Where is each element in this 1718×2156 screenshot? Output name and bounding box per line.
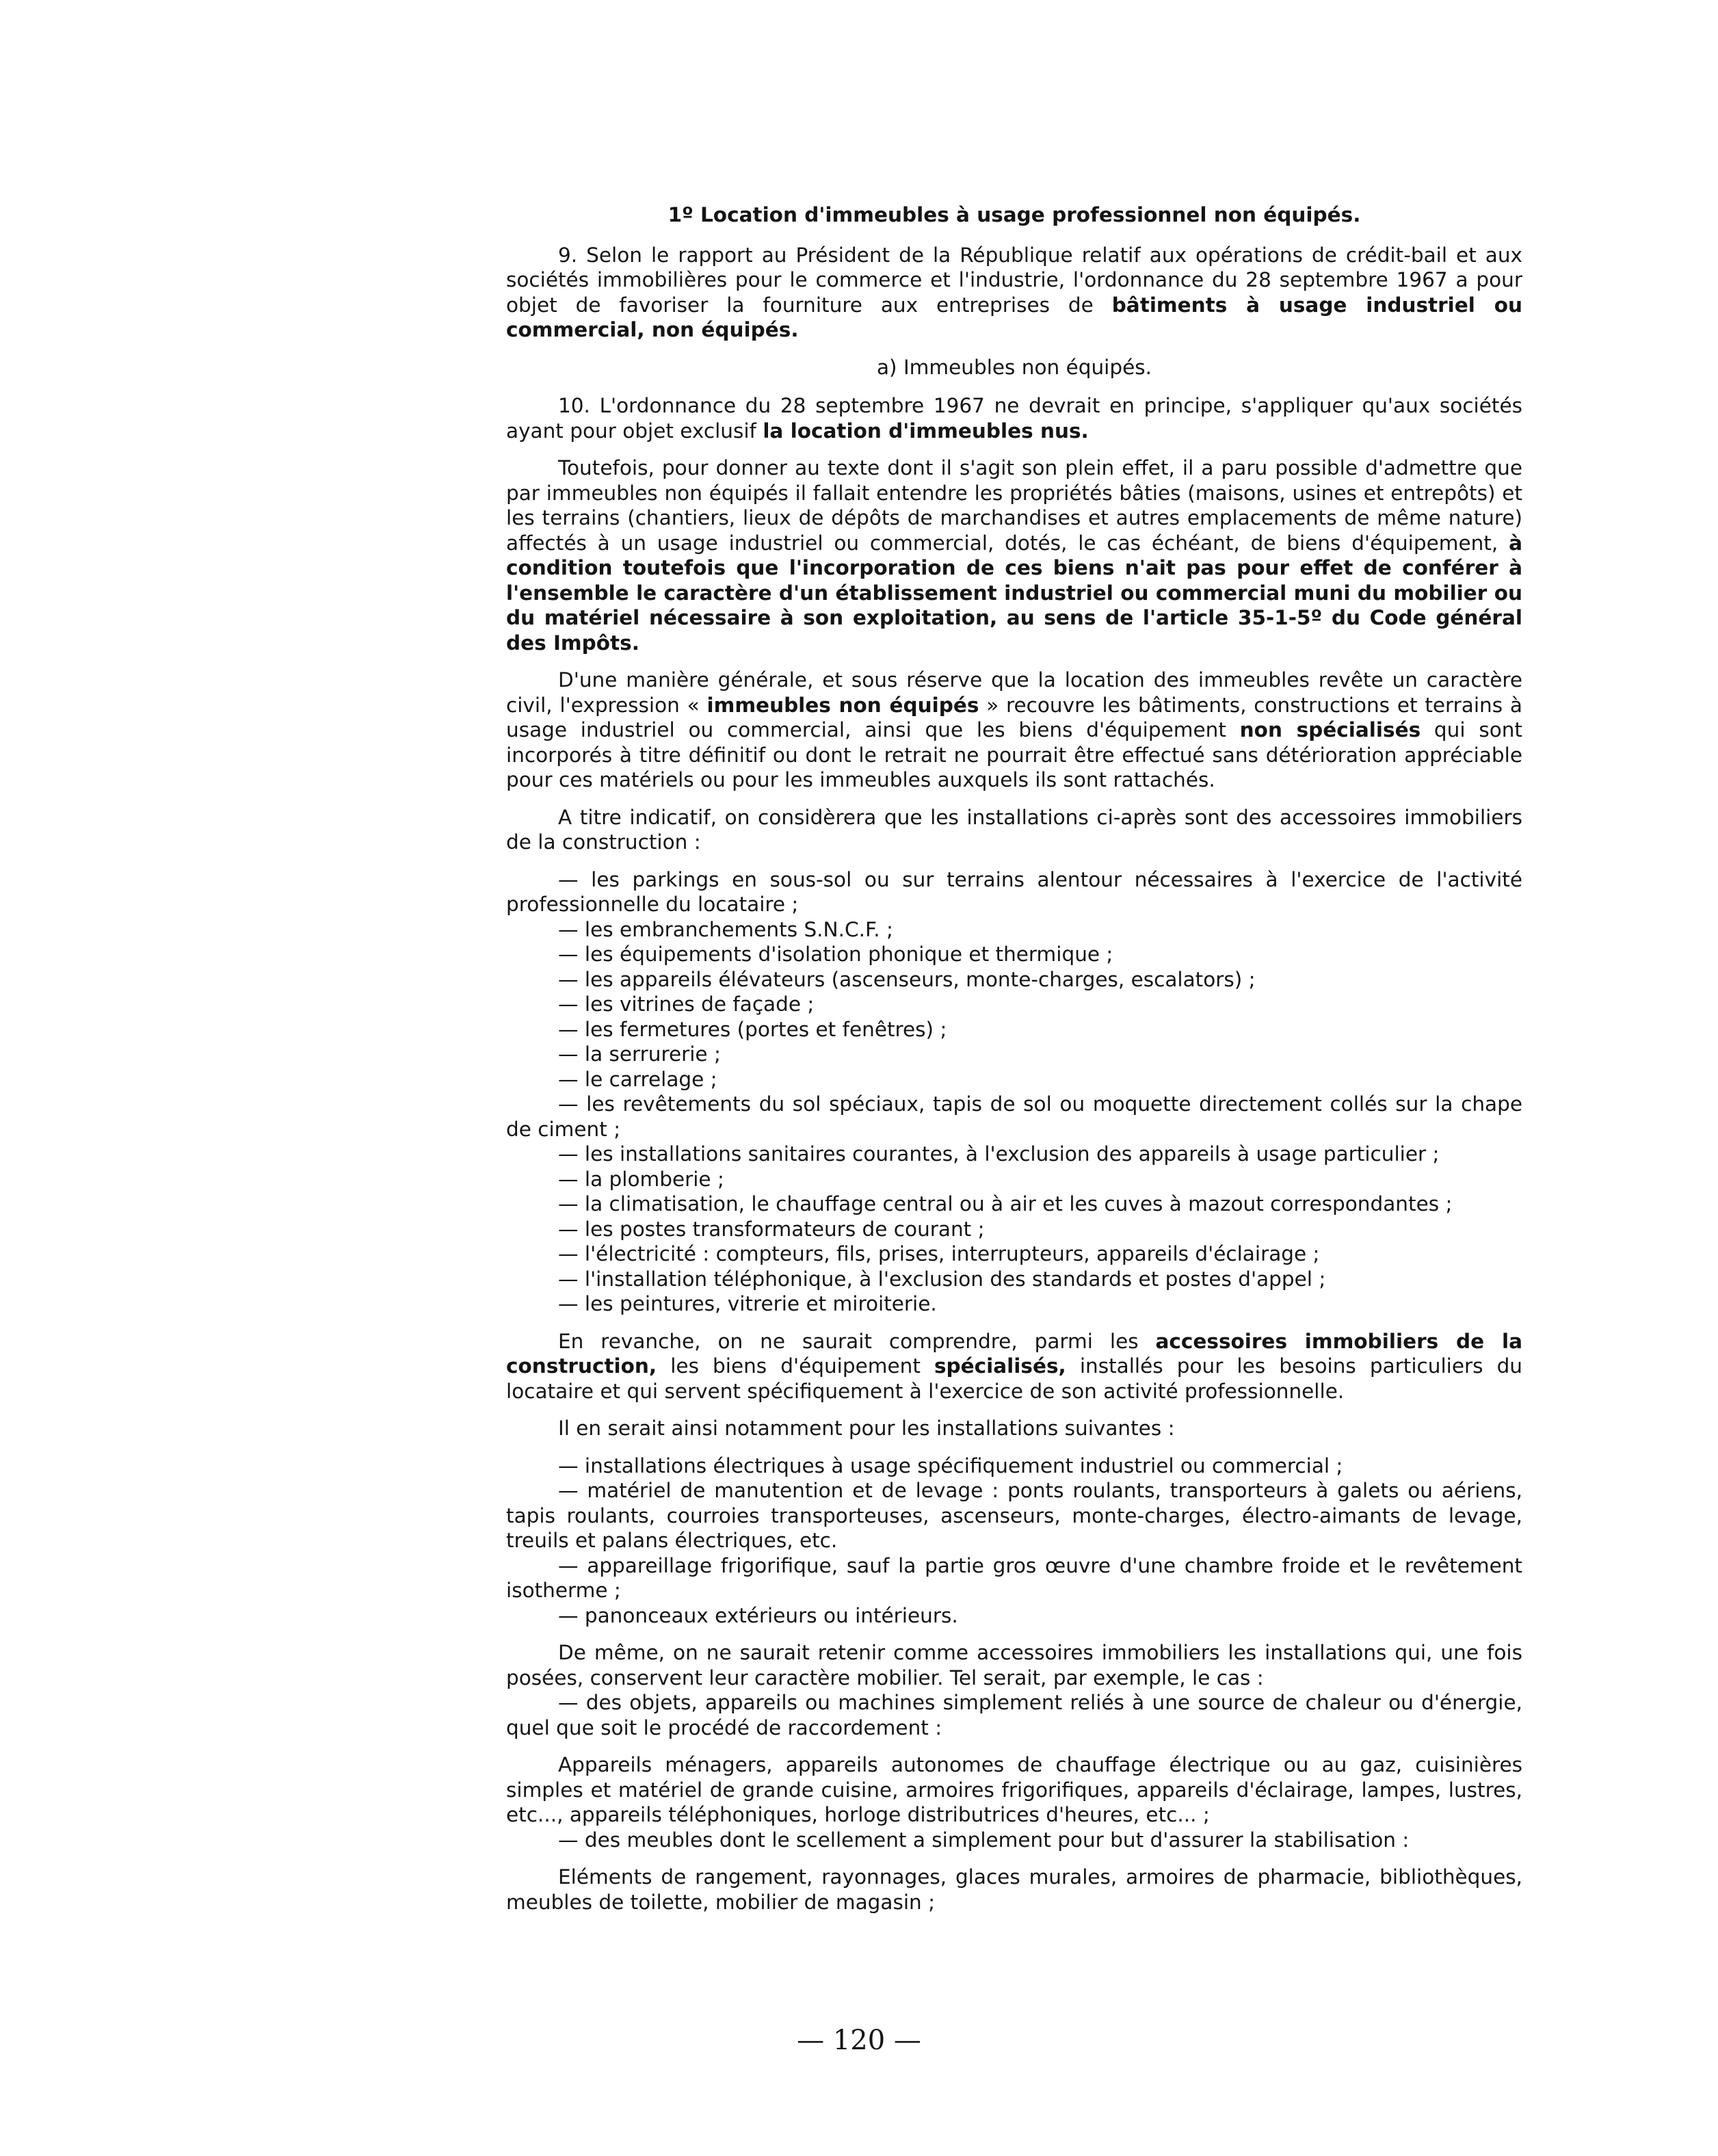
- list-item: — installations électriques à usage spécifiquement industriel ou commercial ;: [558, 1454, 1343, 1477]
- list-item: — les équipements d'isolation phonique et thermique ;: [558, 943, 1113, 966]
- list-item: — les vitrines de façade ;: [558, 992, 815, 1016]
- list-item: — l'électricité : compteurs, fils, prises, interrupteurs, appareils d'éclairage ;: [558, 1242, 1320, 1265]
- paragraph-10: 10. L'ordonnance du 28 septembre 1967 ne devrait en principe, s'appliquer qu'aux sociétés ayant pour objet exclusif la location d'immeubles nus.: [506, 394, 1522, 443]
- paragraph-maniere-generale: D'une manière générale, et sous réserve que la location des immeubles revête un caractère civil, l'expression « immeubles non équipés » recouvre les bâtiments, constructions et terrains à usage industriel ou commercial, ainsi que les biens d'équipement non spécialisés qui sont incorporés à titre définitif ou dont le retrait ne pourrait être effectué sans détérioration appréciable pour ces matériels ou pour les immeubles auxquels ils sont rattachés.: [506, 668, 1523, 791]
- list-item: — le carrelage ;: [558, 1067, 717, 1091]
- installations-list: [506, 1454, 1522, 1629]
- list-item: — les parkings en sous-sol ou sur terrains alentour nécessaires à l'exercice de l'activité professionnelle du locataire ;: [506, 867, 1522, 916]
- paragraph-meme: De même, on ne saurait retenir comme accessoires immobiliers les installations qui, une fois posées, conservent leur caractère mobilier. Tel serait, par exemple, le cas :: [506, 1641, 1522, 1690]
- paragraph-9: 9. Selon le rapport au Président de la République relatif aux opérations de crédit-bail et aux sociétés immobilières pour le commerce et l'industrie, l'ordonnance du 28 septembre 1967 a pour objet de favoriser la fourniture aux entreprises de bâtiments à usage industriel ou commercial, non équipés.: [506, 243, 1522, 341]
- list-item: — des objets, appareils ou machines simplement reliés à une source de chaleur ou d'énergie, quel que soit le procédé de raccordement :: [506, 1691, 1522, 1739]
- list-item: — la serrurerie ;: [558, 1042, 721, 1066]
- list-item: — les installations sanitaires courantes, à l'exclusion des appareils à usage particulier ;: [558, 1142, 1440, 1166]
- list-item: — panonceaux extérieurs ou intérieurs.: [558, 1603, 958, 1627]
- list-item: — les peintures, vitrerie et miroiterie.: [558, 1292, 937, 1315]
- list-item: — des meubles dont le scellement a simplement pour but d'assurer la stabilisation :: [558, 1828, 1410, 1852]
- paragraph-serait: Il en serait ainsi notamment pour les installations suivantes :: [558, 1417, 1175, 1440]
- paragraph-elements: Eléments de rangement, rayonnages, glaces murales, armoires de pharmacie, bibliothèques, meubles de toilette, mobilier de magasin ;: [506, 1865, 1522, 1914]
- accessoires-list: [506, 867, 1522, 1317]
- body-text: [506, 202, 1522, 1927]
- list-item: — les appareils élévateurs (ascenseurs, monte-charges, escalators) ;: [558, 967, 1256, 991]
- list-item: — matériel de manutention et de levage : ponts roulants, transporteurs à galets ou aériens, tapis roulants, courroies transporteuses, ascenseurs, monte-charges, électro-aimants de levage, treuils et palans électriques, etc.: [506, 1479, 1522, 1552]
- page-number: — 120 —: [797, 2025, 921, 2056]
- list-item: — les embranchements S.N.C.F. ;: [558, 917, 893, 941]
- list-item: — la plomberie ;: [558, 1167, 724, 1191]
- list-item: — les revêtements du sol spéciaux, tapis de sol ou moquette directement collés sur la chape de ciment ;: [506, 1092, 1522, 1141]
- list-item: — les postes transformateurs de courant ;: [558, 1217, 985, 1241]
- sub-heading: a) Immeubles non équipés.: [876, 355, 1152, 379]
- list-item: — les fermetures (portes et fenêtres) ;: [558, 1017, 947, 1041]
- paragraph-toutefois: Toutefois, pour donner au texte dont il s'agit son plein effet, il a paru possible d'admettre que par immeubles non équipés il fallait entendre les propriétés bâties (maisons, usines et entrepôts) et les terrains (chantiers, lieux de dépôts de marchandises et autres emplacements de même nature) affectés à un usage industriel ou commercial, dotés, le cas échéant, de biens d'équipement, à condition toutefois que l'incorporation de ces biens n'ait pas pour effet de conférer à l'ensemble le caractère d'un établissement industriel ou commercial muni du mobilier ou du matériel nécessaire à son exploitation, au sens de l'article 35-1-5º du Code général des Impôts.: [506, 456, 1522, 655]
- section-heading: 1º Location d'immeubles à usage professionnel non équipés.: [668, 203, 1361, 226]
- list-item: — appareillage frigorifique, sauf la partie gros œuvre d'une chambre froide et le revêtement isotherme ;: [506, 1553, 1522, 1602]
- list-item: — l'installation téléphonique, à l'exclusion des standards et postes d'appel ;: [558, 1267, 1326, 1291]
- paragraph-revanche: En revanche, on ne saurait comprendre, parmi les accessoires immobiliers de la construction, les biens d'équipement spécialisés, installés pour les besoins particuliers du locataire et qui servent spécifiquement à l'exercice de son activité professionnelle.: [506, 1329, 1522, 1403]
- paragraph-indicatif: A titre indicatif, on considèrera que les installations ci-après sont des accessoires immobiliers de la construction :: [506, 805, 1522, 854]
- paragraph-appareils: Appareils ménagers, appareils autonomes de chauffage électrique ou au gaz, cuisinières simples et matériel de grande cuisine, armoires frigorifiques, appareils d'éclairage, lampes, lustres, etc..., appareils téléphoniques, horloge distributrices d'heures, etc... ;: [506, 1753, 1522, 1826]
- list-item: — la climatisation, le chauffage central ou à air et les cuves à mazout correspondantes ;: [558, 1192, 1453, 1215]
